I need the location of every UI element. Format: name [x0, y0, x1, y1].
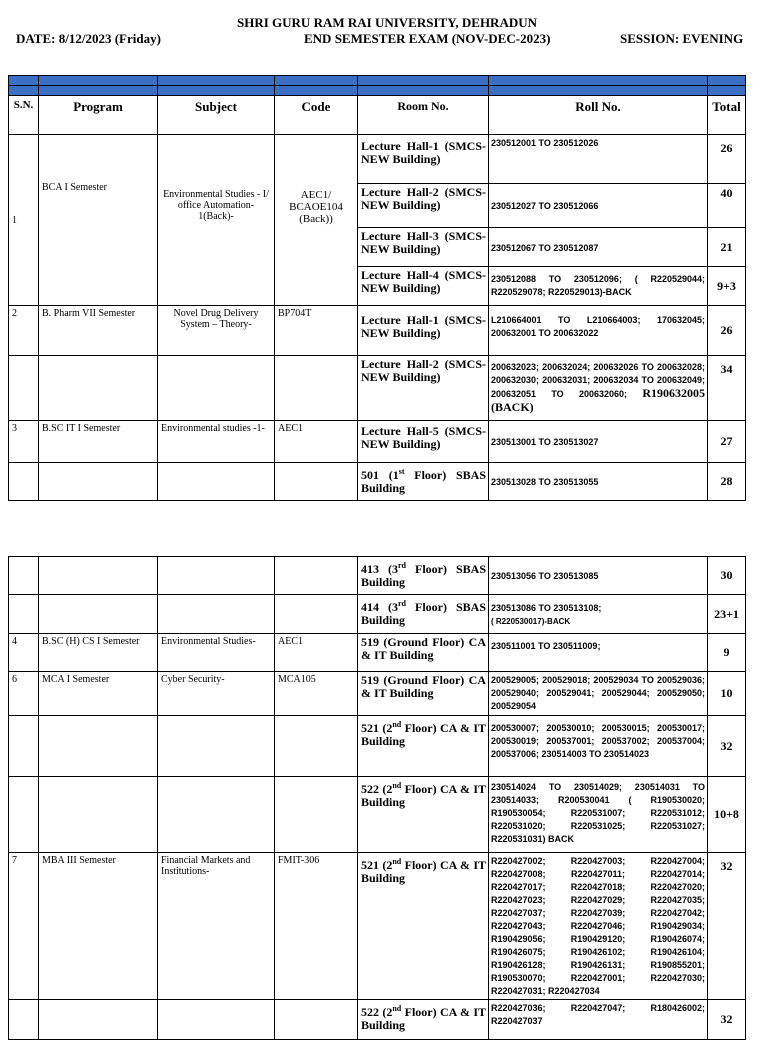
room-cell: Lecture Hall-1 (SMCS-NEW Building): [358, 306, 489, 356]
program-cell: MCA I Semester: [39, 672, 158, 716]
subject-cell: Cyber Security-: [158, 672, 275, 716]
total-cell: 9+3: [708, 267, 746, 306]
total-cell: 21: [708, 228, 746, 267]
column-header-roll: Roll No.: [489, 96, 708, 135]
room-cell: Lecture Hall-1 (SMCS-NEW Building): [358, 135, 489, 184]
table-row: [9, 356, 746, 421]
total-cell: 32: [708, 1000, 746, 1040]
column-header-sn: S.N.: [9, 96, 39, 135]
room-cell: 522 (2nd Floor) CA & IT Building: [358, 777, 489, 853]
subject-cell: Environmental studies -1-: [158, 421, 275, 463]
total-cell: 23+1: [708, 595, 746, 634]
roll-list: 200632023; 200632024; 200632026 TO 200632028; 200632030; 200632031; 200632034 TO 200632049; 200632051 TO 200632060;: [491, 362, 705, 399]
program-cell: B.SC IT I Semester: [39, 421, 158, 463]
total-cell: 9: [708, 634, 746, 672]
seating-table-1: [8, 75, 746, 501]
column-header-row: [9, 96, 746, 135]
roll-cell: 230512088 TO 230512096; ( R220529044; R220529078; R220529013)-BACK: [489, 267, 708, 306]
roll-cell: [489, 356, 708, 421]
subject-cell: Environmental Studies-: [158, 634, 275, 672]
roll-cell: 230513056 TO 230513085: [489, 557, 708, 595]
code-cell: FMIT-306: [275, 853, 358, 1000]
roll-cell: R220427036; R220427047; R180426002; R220427037: [489, 1000, 708, 1040]
table-row: [9, 135, 746, 184]
program-cell: B.SC (H) CS I Semester: [39, 634, 158, 672]
total-cell: 28: [708, 463, 746, 501]
roll-cell: 230513086 TO 230513108; ( R220530017)-BACK: [489, 595, 708, 634]
room-cell: 522 (2nd Floor) CA & IT Building: [358, 1000, 489, 1040]
serial-number: 6: [9, 672, 39, 716]
room-cell: 521 (2nd Floor) CA & IT Building: [358, 853, 489, 1000]
total-cell: 40: [708, 184, 746, 228]
roll-cell: 230514024 TO 230514029; 230514031 TO 230514033; R200530041 ( R190530020; R190530054; R220531007; R220531012; R220531020; R220531025; R220531027; R220531031) BACK: [489, 777, 708, 853]
table-row: [9, 306, 746, 356]
table-row: [9, 853, 746, 1000]
table-row: [9, 1000, 746, 1040]
exam-date: DATE: 8/12/2023 (Friday): [16, 31, 161, 46]
total-cell: 27: [708, 421, 746, 463]
code-cell: AEC1/ BCAOE104 (Back)): [275, 135, 358, 306]
table-row: [9, 421, 746, 463]
table-row: [9, 595, 746, 634]
roll-cell: 230513028 TO 230513055: [489, 463, 708, 501]
room-cell: Lecture Hall-2 (SMCS-NEW Building): [358, 356, 489, 421]
column-header-total: Total: [708, 96, 746, 135]
roll-cell: 200530007; 200530010; 200530015; 200530017; 200530019; 200537001; 200537002; 200537004; 200537006; 230514003 TO 230514023: [489, 716, 708, 777]
column-header-subject: Subject: [158, 96, 275, 135]
code-cell: BP704T: [275, 306, 358, 356]
room-cell: 413 (3rd Floor) SBAS Building: [358, 557, 489, 595]
university-title: SHRI GURU RAM RAI UNIVERSITY, DEHRADUN: [237, 15, 537, 30]
total-cell: 26: [708, 135, 746, 184]
code-cell: MCA105: [275, 672, 358, 716]
room-cell: 414 (3rd Floor) SBAS Building: [358, 595, 489, 634]
table-row: [9, 672, 746, 716]
room-cell: 519 (Ground Floor) CA & IT Building: [358, 672, 489, 716]
roll-cell: 230512027 TO 230512066: [489, 184, 708, 228]
room-cell: Lecture Hall-2 (SMCS-NEW Building): [358, 184, 489, 228]
table-row: [9, 463, 746, 501]
code-cell: AEC1: [275, 634, 358, 672]
room-cell: 501 (1st Floor) SBAS Building: [358, 463, 489, 501]
seating-table-2: [8, 556, 746, 1040]
program-cell: BCA I Semester: [39, 135, 158, 306]
roll-cell: R220427002; R220427003; R220427004; R220427008; R220427011; R220427014; R220427017; R220427018; R220427020; R220427023; R220427029; R220427035; R220427037; R220427039; R220427042; R220427043; R220427046; R190429034; R190429056; R190429120; R190426074; R190426075; R190426102; R190426104; R190426128; R190426131; R190855201; R190530070; R220427001; R220427030; R220427031; R220427034: [489, 853, 708, 1000]
header-band: [9, 76, 746, 86]
header-band: [9, 86, 746, 96]
total-cell: 10+8: [708, 777, 746, 853]
exam-session: SESSION: EVENING: [620, 31, 744, 46]
table-row: [9, 716, 746, 777]
roll-cell: L210664001 TO L210664003; 170632045; 200632001 TO 200632022: [489, 306, 708, 356]
roll-cell: 230512067 TO 230512087: [489, 228, 708, 267]
total-cell: 32: [708, 853, 746, 1000]
program-cell: MBA III Semester: [39, 853, 158, 1000]
column-header-room: Room No.: [358, 96, 489, 135]
table-row: [9, 777, 746, 853]
room-cell: Lecture Hall-5 (SMCS-NEW Building): [358, 421, 489, 463]
total-cell: 34: [708, 356, 746, 421]
subject-cell: Financial Markets and Institutions-: [158, 853, 275, 1000]
back-roll: R190632005 (BACK): [491, 386, 705, 414]
serial-number: 1: [9, 135, 39, 306]
room-cell: 521 (2nd Floor) CA & IT Building: [358, 716, 489, 777]
column-header-code: Code: [275, 96, 358, 135]
table-row: [9, 557, 746, 595]
total-cell: 26: [708, 306, 746, 356]
code-cell: AEC1: [275, 421, 358, 463]
roll-cell: 230513001 TO 230513027: [489, 421, 708, 463]
program-cell: B. Pharm VII Semester: [39, 306, 158, 356]
roll-cell: 230511001 TO 230511009;: [489, 634, 708, 672]
exam-title: END SEMESTER EXAM (NOV-DEC-2023): [304, 31, 551, 46]
roll-cell: 200529005; 200529018; 200529034 TO 200529036; 200529040; 200529041; 200529044; 200529050; 200529054: [489, 672, 708, 716]
column-header-program: Program: [39, 96, 158, 135]
serial-number: 4: [9, 634, 39, 672]
total-cell: 10: [708, 672, 746, 716]
total-cell: 32: [708, 716, 746, 777]
serial-number: 3: [9, 421, 39, 463]
serial-number: 7: [9, 853, 39, 1000]
subject-cell: Novel Drug Delivery System – Theory-: [158, 306, 275, 356]
room-cell: Lecture Hall-4 (SMCS-NEW Building): [358, 267, 489, 306]
serial-number: 2: [9, 306, 39, 356]
total-cell: 30: [708, 557, 746, 595]
subject-cell: Environmental Studies - I/ office Automation-1(Back)-: [158, 135, 275, 306]
room-cell: Lecture Hall-3 (SMCS-NEW Building): [358, 228, 489, 267]
table-row: [9, 634, 746, 672]
room-cell: 519 (Ground Floor) CA & IT Building: [358, 634, 489, 672]
roll-cell: 230512001 TO 230512026: [489, 135, 708, 184]
